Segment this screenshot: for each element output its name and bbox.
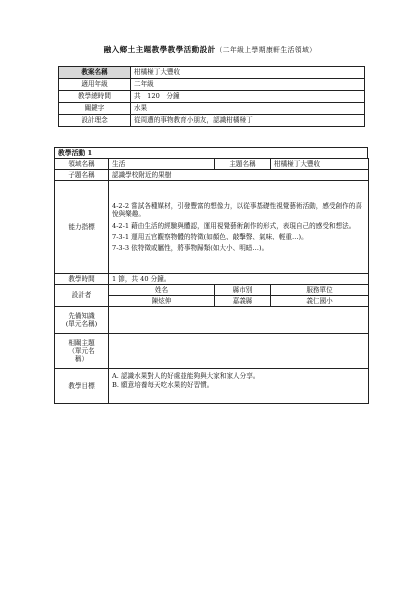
table-row [55,369,369,404]
objectives-list [109,369,369,404]
designer-name: 陳炫伸 [109,296,215,307]
overview-value-total-time: 共 120 分鐘 [131,91,365,103]
overview-label-total-time: 教學總時間 [59,91,131,103]
designer-header-unit: 服務單位 [271,285,369,296]
activity-table [54,158,369,404]
theme-label: 主題名稱 [215,159,271,170]
table-row [55,334,369,369]
table-row [59,115,365,127]
table-row [55,307,369,334]
objective-item: B. 願意培養每天吃水果的好習慣。 [112,381,214,390]
time-label: 教學時間 [55,274,109,285]
activity-header: 教學活動 1 [54,147,368,158]
designer-header-name: 姓名 [109,285,215,296]
indicator-item: 7-3-3 依特徵或屬性，將事物歸類(如大小、明暗…)。 [112,244,269,253]
domain-value: 生活 [109,159,215,170]
objective-item: A. 認識水果對人的好處並能夠與大家和家人分享。 [112,372,260,380]
prior-knowledge-value [109,307,369,334]
overview-label-keyword: 關鍵字 [59,103,131,115]
table-row [55,159,369,170]
indicator-list [109,181,369,274]
related-theme-label: 相關主題 （單元名 稱） [55,334,109,369]
overview-value-keyword: 水果 [131,103,365,115]
table-row [59,91,365,103]
domain-label: 領域名稱 [55,159,109,170]
indicator-item: 4-2-2 嘗試各種媒材，引發豐富的想像力，以從事基礎性視覺藝術活動，感受創作的喜悅與樂趣。 [112,202,362,219]
lesson-overview-table [58,66,365,127]
table-row [55,170,369,181]
table-row [59,79,365,91]
designer-unit: 義仁國小 [271,296,369,307]
document-title-sub: （二年級上學期康軒生活領域） [215,46,317,54]
time-value: 1 節，共 40 分鐘。 [109,274,369,285]
overview-value-lesson-name: 柑橘椪丁大豐收 [131,67,365,79]
indicator-label: 能力指標 [55,181,109,274]
designer-label: 設計者 [55,285,109,307]
prior-knowledge-label: 先備知識 (單元名稱) [55,307,109,334]
overview-label-grade: 適用年級 [59,79,131,91]
indicator-item: 4-2-1 藉由生活的經驗與體認，運用視覺藝術創作的形式，表現自己的感受和想法。 [112,221,356,230]
table-row [59,67,365,79]
designer-county: 嘉義縣 [215,296,271,307]
table-row [59,103,365,115]
table-row [55,274,369,285]
document-title [0,44,420,55]
document-title-main: 融入鄉土主題教學教學活動設計 [103,45,216,54]
indicator-item: 7-3-1 運用五官觀察物體的特徵(如顏色、敲擊聲、氣味、輕重…)。 [112,232,308,241]
overview-label-design-concept: 設計理念 [59,115,131,127]
designer-header-county: 縣市別 [215,285,271,296]
overview-label-lesson-name: 教案名稱 [59,67,131,79]
overview-value-design-concept: 從周遭的事物教育小朋友，認識柑橘椪丁 [131,115,365,127]
related-theme-value [109,334,369,369]
theme-value: 柑橘椪丁大豐收 [271,159,369,170]
table-row [55,181,369,274]
table-row [55,285,369,296]
subtheme-label: 子題名稱 [55,170,109,181]
subtheme-value: 認識學校附近的果樹 [109,170,369,181]
objectives-label: 教學目標 [55,369,109,404]
overview-value-grade: 二年級 [131,79,365,91]
